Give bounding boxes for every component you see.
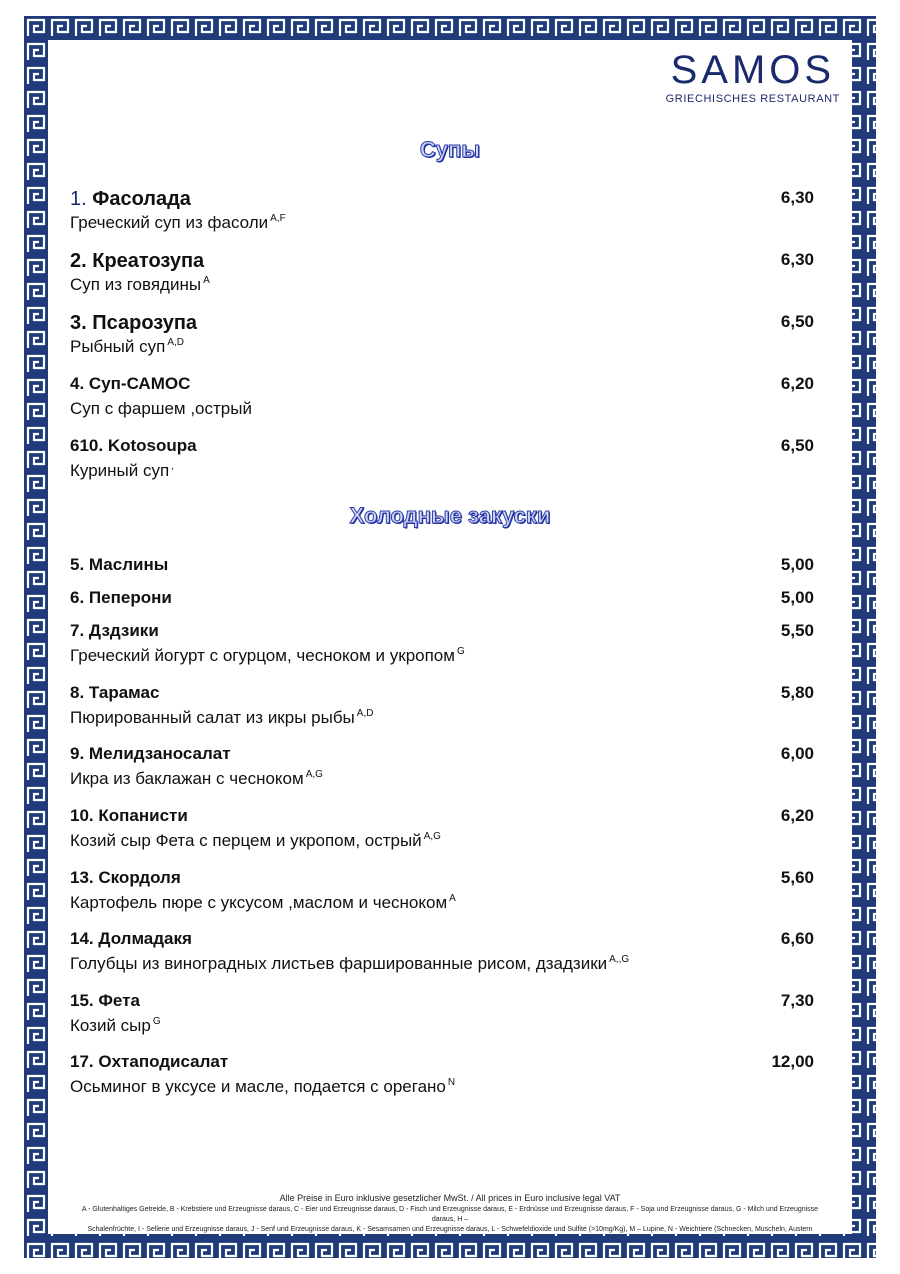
menu-item-header bbox=[70, 683, 814, 707]
menu-item-allergens: A,D bbox=[167, 337, 184, 348]
section-title-soups: Супы bbox=[419, 137, 481, 162]
menu-item-allergens: N bbox=[447, 1077, 456, 1088]
menu-item-number: 9. bbox=[70, 744, 85, 763]
menu-item-number: 610. bbox=[70, 436, 104, 455]
menu-item-allergens: A,G bbox=[305, 769, 323, 780]
menu-item bbox=[70, 929, 814, 974]
menu-item-description-text: Козий сыр Фета с перцем и укропом, острый bbox=[70, 831, 422, 850]
menu-item-price: 7,30 bbox=[780, 991, 814, 1010]
menu-item-allergens: G bbox=[152, 1016, 161, 1027]
logo-subtitle: GRIECHISCHES RESTAURANT bbox=[665, 93, 840, 105]
menu-item-price: 6,30 bbox=[780, 188, 814, 207]
menu-item-price: 6,50 bbox=[780, 312, 814, 331]
menu-item-name bbox=[70, 683, 159, 702]
menu-item-name bbox=[70, 588, 172, 607]
menu-item-header bbox=[70, 555, 814, 579]
menu-item-allergens: A bbox=[449, 893, 456, 904]
menu-item-number: 13. bbox=[70, 868, 94, 887]
menu-item-header bbox=[70, 806, 814, 830]
menu-item bbox=[70, 312, 814, 357]
menu-item-title: Пеперони bbox=[88, 588, 172, 607]
logo-name: SAMOS bbox=[670, 48, 836, 92]
menu-item-description bbox=[70, 1016, 814, 1036]
menu-item-title: Фета bbox=[98, 991, 140, 1010]
menu-item-title: Дздзики bbox=[88, 621, 159, 640]
menu-item-price: 5,00 bbox=[780, 555, 814, 574]
menu-item-description-text: Козий сыр bbox=[70, 1016, 151, 1035]
footer bbox=[70, 1193, 830, 1235]
menu-item-header bbox=[70, 744, 814, 768]
menu-item bbox=[70, 621, 814, 666]
menu-item-description-text: Греческий суп из фасоли bbox=[70, 213, 269, 232]
menu-item bbox=[70, 744, 814, 789]
menu-item-title: Скордоля bbox=[98, 868, 181, 887]
menu-item bbox=[70, 1052, 814, 1097]
menu-item-name bbox=[70, 374, 190, 393]
menu-item-number: 17. bbox=[70, 1052, 94, 1071]
menu-item-description-text: Греческий йогурт с огурцом, чесноком и укропом bbox=[70, 646, 455, 665]
menu-item-header bbox=[70, 312, 814, 336]
menu-item-name bbox=[70, 250, 204, 272]
footer-allergens-line: Schalenfrüchte, I - Sellerie und Erzeugnisse daraus, J - Senf und Erzeugnisse daraus, K - Sesamsamen und Erzeugnisse daraus, L - Schwefeldioxide und Sulfite (>10mg/Kg), M – Lupine, N - Weichtiere (Schnecken, Muscheln, Austern bbox=[87, 1226, 813, 1233]
menu-item-number: 14. bbox=[70, 929, 94, 948]
menu-item-name bbox=[70, 929, 192, 948]
menu-item-allergens: A,D bbox=[356, 708, 374, 719]
menu-item bbox=[70, 868, 814, 913]
menu-item-description bbox=[70, 461, 814, 481]
menu-item-description-text: Рыбный суп bbox=[70, 337, 166, 356]
menu-item-number: 5. bbox=[70, 555, 85, 574]
menu-item-number: 8. bbox=[70, 683, 85, 702]
menu-item-price: 5,50 bbox=[780, 621, 814, 640]
menu-item-title: Копанисти bbox=[98, 806, 188, 825]
menu-item-price: 5,60 bbox=[780, 868, 814, 887]
menu-item-allergens: G bbox=[456, 646, 465, 657]
menu-item-name bbox=[70, 555, 168, 574]
menu-item-header bbox=[70, 1052, 814, 1076]
menu-item-allergens: , bbox=[171, 461, 174, 472]
menu-item-header bbox=[70, 250, 814, 274]
menu-item-number: 10. bbox=[70, 806, 94, 825]
menu-item-title: Охтаподисалат bbox=[98, 1052, 229, 1071]
menu-item-title: Фасолада bbox=[92, 188, 191, 210]
section-title-cold-appetizers: Холодные закуски bbox=[349, 503, 551, 528]
menu-item-header bbox=[70, 929, 814, 953]
menu-item-number: 7. bbox=[70, 621, 85, 640]
menu-item-description bbox=[70, 646, 814, 666]
menu-item bbox=[70, 683, 814, 728]
menu-item-number: 4. bbox=[70, 374, 85, 393]
restaurant-logo bbox=[666, 50, 840, 105]
menu-item bbox=[70, 250, 814, 295]
menu-item-description-text: Куриный суп bbox=[70, 461, 170, 480]
menu-item-price: 6,50 bbox=[780, 436, 814, 455]
menu-item-name bbox=[70, 806, 188, 825]
menu-item-description-text: Осьминог в уксусе и масле, подается с орегано bbox=[70, 1077, 446, 1096]
menu-item-name bbox=[70, 991, 140, 1010]
menu-item bbox=[70, 374, 814, 419]
menu-item-description-text: Пюрированный салат из икры рыбы bbox=[70, 708, 355, 727]
menu-item-name bbox=[70, 436, 197, 455]
menu-item-price: 6,30 bbox=[780, 250, 814, 269]
menu-item-description bbox=[70, 337, 814, 357]
menu-item-name bbox=[70, 188, 191, 210]
menu-item-header bbox=[70, 588, 814, 612]
menu-item-header bbox=[70, 374, 814, 398]
menu-item-price: 12,00 bbox=[771, 1052, 814, 1071]
menu-item-name bbox=[70, 744, 231, 763]
menu-item-name bbox=[70, 312, 197, 334]
menu-item-title: Тарамас bbox=[88, 683, 160, 702]
menu-item-description bbox=[70, 399, 814, 419]
menu-item-description bbox=[70, 213, 814, 233]
menu-item-title: Креатозупа bbox=[92, 250, 205, 272]
menu-item-header bbox=[70, 436, 814, 460]
menu-item-name bbox=[70, 868, 181, 887]
menu-item bbox=[70, 188, 814, 233]
menu-item-description bbox=[70, 708, 814, 728]
menu-item-description bbox=[70, 275, 814, 295]
menu-item-header bbox=[70, 621, 814, 645]
footer-allergens-legend bbox=[70, 1205, 830, 1235]
menu-item-price: 6,00 bbox=[780, 744, 814, 763]
menu-item bbox=[70, 436, 814, 481]
menu-item-header bbox=[70, 991, 814, 1015]
menu-item-description bbox=[70, 1077, 814, 1097]
menu-item-description-text: Суп из говядины bbox=[70, 275, 202, 294]
menu-item-description bbox=[70, 831, 814, 851]
menu-item-price: 6,60 bbox=[780, 929, 814, 948]
menu-item-allergens: A,G bbox=[423, 831, 441, 842]
menu-item-allergens: A bbox=[203, 275, 210, 286]
menu-item-title: Kotosoupa bbox=[107, 436, 197, 455]
footer-vat-note: Alle Preise in Euro inklusive gesetzlicher MwSt. / All prices in Euro inclusive legal VAT bbox=[279, 1193, 621, 1203]
menu-item-number: 15. bbox=[70, 991, 94, 1010]
menu-item bbox=[70, 806, 814, 851]
menu-item-price: 6,20 bbox=[780, 806, 814, 825]
menu-item-description-text: Голубцы из виноградных листьев фаршированные рисом, дзадзики bbox=[70, 954, 608, 973]
menu-item-allergens: A,,G bbox=[609, 954, 630, 965]
menu-item-description bbox=[70, 893, 814, 913]
menu-item-price: 5,00 bbox=[780, 588, 814, 607]
footer-allergens-line: A - Glutenhaltiges Getreide, B - Krebstiere und Erzeugnisse daraus, C - Eier und Erzeugnisse daraus, D - Fisch und Erzeugnisse daraus, E - Erdnüsse und Erzeugnisse daraus, F - Soja und Erzeugnisse daraus, G - Milch und Erzeugnisse daraus, H – bbox=[81, 1206, 819, 1223]
menu-item-number: 6. bbox=[70, 588, 85, 607]
menu-item-header bbox=[70, 868, 814, 892]
menu-item bbox=[70, 991, 814, 1036]
menu-item-allergens: A,F bbox=[270, 213, 286, 224]
menu-item-header bbox=[70, 188, 814, 212]
menu-item-description-text: Картофель пюре с уксусом ,маслом и чесноком bbox=[70, 893, 448, 912]
menu-item-number: 3. bbox=[70, 312, 87, 334]
menu-item-title: Суп-САМОС bbox=[88, 374, 191, 393]
menu-item-number: 2. bbox=[70, 250, 87, 272]
menu-item-title: Псарозупа bbox=[92, 312, 198, 334]
menu-item-name bbox=[70, 1052, 228, 1071]
menu-item-price: 6,20 bbox=[780, 374, 814, 393]
menu-item-number: 1. bbox=[70, 188, 87, 210]
menu-item-description bbox=[70, 954, 814, 974]
menu-item-price: 5,80 bbox=[780, 683, 814, 702]
menu-item-title: Маслины bbox=[88, 555, 169, 574]
menu-item-description-text: Суп с фаршем ,острый bbox=[70, 399, 252, 418]
menu-item-description-text: Икра из баклажан с чесноком bbox=[70, 769, 304, 788]
menu-item-title: Мелидзаносалат bbox=[88, 744, 231, 763]
menu-item bbox=[70, 588, 814, 612]
menu-item-name bbox=[70, 621, 159, 640]
menu-item-title: Долмадакя bbox=[98, 929, 192, 948]
menu-item-description bbox=[70, 769, 814, 789]
menu-item bbox=[70, 555, 814, 579]
